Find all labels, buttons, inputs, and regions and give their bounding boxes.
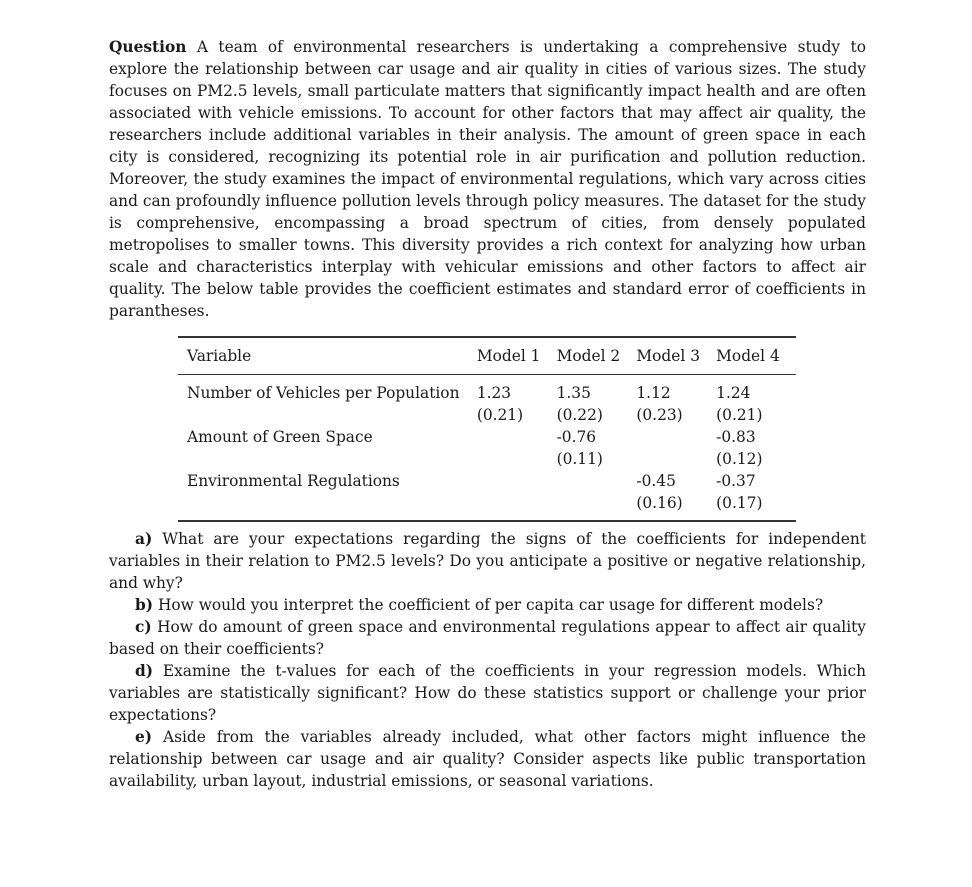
coef-se: (0.21) — [476, 406, 524, 424]
question-d-label: d) — [135, 662, 154, 680]
header-model-3: Model 3 — [636, 347, 700, 365]
table-cell — [636, 375, 716, 427]
table-row — [178, 426, 796, 470]
question-c-label: c) — [135, 618, 152, 636]
question-a-text: What are your expectations regarding the signs of the coefficients for independent variables in their relation to PM2.5 levels? Do you anticipate a positive or negative relationship, and why? — [109, 530, 866, 592]
table-row — [178, 470, 796, 521]
question-e — [109, 726, 866, 792]
coef-value: -0.83 — [716, 428, 756, 446]
row-variable: Environmental Regulations — [187, 472, 400, 490]
coef-se: (0.11) — [556, 450, 603, 468]
question-c-text: How do amount of green space and environmental regulations appear to affect air quality based on their coefficients? — [109, 618, 866, 658]
coef-se: (0.23) — [636, 406, 683, 424]
question-a — [109, 528, 866, 594]
question-d-text: Examine the t-values for each of the coefficients in your regression models. Which variables are statistically significant? How do these statistics support or challenge your prior expectations? — [109, 662, 866, 724]
header-variable: Variable — [187, 347, 252, 365]
header-model-1: Model 1 — [476, 347, 541, 365]
coef-value: 1.23 — [476, 384, 512, 402]
question-text: A team of environmental researchers is undertaking a comprehensive study to explore the relationship between car usage and air quality in cities of various sizes. The study focuses on PM2.5 levels, small particulate matters that significantly impact health and are often associated with vehicle emissions. To account for other factors that may affect air quality, the researchers include additional variables in their analysis. The amount of green space in each city is considered, recognizing its potential role in air purification and pollution reduction. Moreover, the study examines the impact of environmental regulations, which vary across cities and can profoundly influence pollution levels through policy measures. The dataset for the study is comprehensive, encompassing a broad spectrum of cities, from densely populated metropolises to smaller towns. This diversity provides a rich context for analyzing how urban scale and characteristics interplay with vehicular emissions and other factors to affect air quality. The below table provides the coefficient estimates and standard error of coefficients in parantheses. — [109, 38, 866, 320]
table-cell — [477, 426, 557, 470]
coef-se: (0.17) — [716, 494, 763, 512]
question-b-text: How would you interpret the coefficient of per capita car usage for different models? — [157, 596, 824, 614]
question-c — [109, 616, 866, 660]
table-cell — [716, 375, 796, 427]
table-cell — [636, 470, 716, 521]
table-cell — [557, 375, 637, 427]
coef-se: (0.22) — [556, 406, 603, 424]
row-variable: Number of Vehicles per Population — [187, 384, 460, 402]
question-b — [109, 594, 866, 616]
table-cell — [716, 470, 796, 521]
coef-se: (0.21) — [716, 406, 763, 424]
table-cell — [636, 426, 716, 470]
coef-value: 1.35 — [556, 384, 591, 402]
row-variable: Amount of Green Space — [187, 428, 373, 446]
table-cell — [477, 375, 557, 427]
table-cell — [557, 426, 637, 470]
table-cell — [716, 426, 796, 470]
header-model-2: Model 2 — [556, 347, 621, 365]
coef-value: 1.24 — [716, 384, 751, 402]
question-label: Question — [109, 38, 187, 56]
question-a-label: a) — [135, 530, 153, 548]
table-row — [178, 375, 796, 427]
coefficient-table — [178, 336, 796, 522]
question-e-text: Aside from the variables already included, what other factors might influence the relationship between car usage and air quality? Consider aspects like public transportation availability, urban layout, industrial emissions, or seasonal variations. — [109, 728, 866, 790]
coef-value: -0.37 — [716, 472, 756, 490]
question-intro — [109, 36, 866, 322]
coef-value: 1.12 — [636, 384, 671, 402]
question-e-label: e) — [135, 728, 153, 746]
table-header-row — [178, 337, 796, 375]
coef-se: (0.12) — [716, 450, 763, 468]
coef-value: -0.76 — [556, 428, 597, 446]
coefficient-table-wrapper — [178, 336, 796, 522]
question-d — [109, 660, 866, 726]
table-cell — [477, 470, 557, 521]
table-cell — [557, 470, 637, 521]
coef-se: (0.16) — [636, 494, 683, 512]
question-b-label: b) — [135, 596, 154, 614]
sub-questions — [109, 528, 866, 792]
coef-value: -0.45 — [636, 472, 676, 490]
header-model-4: Model 4 — [716, 347, 780, 365]
